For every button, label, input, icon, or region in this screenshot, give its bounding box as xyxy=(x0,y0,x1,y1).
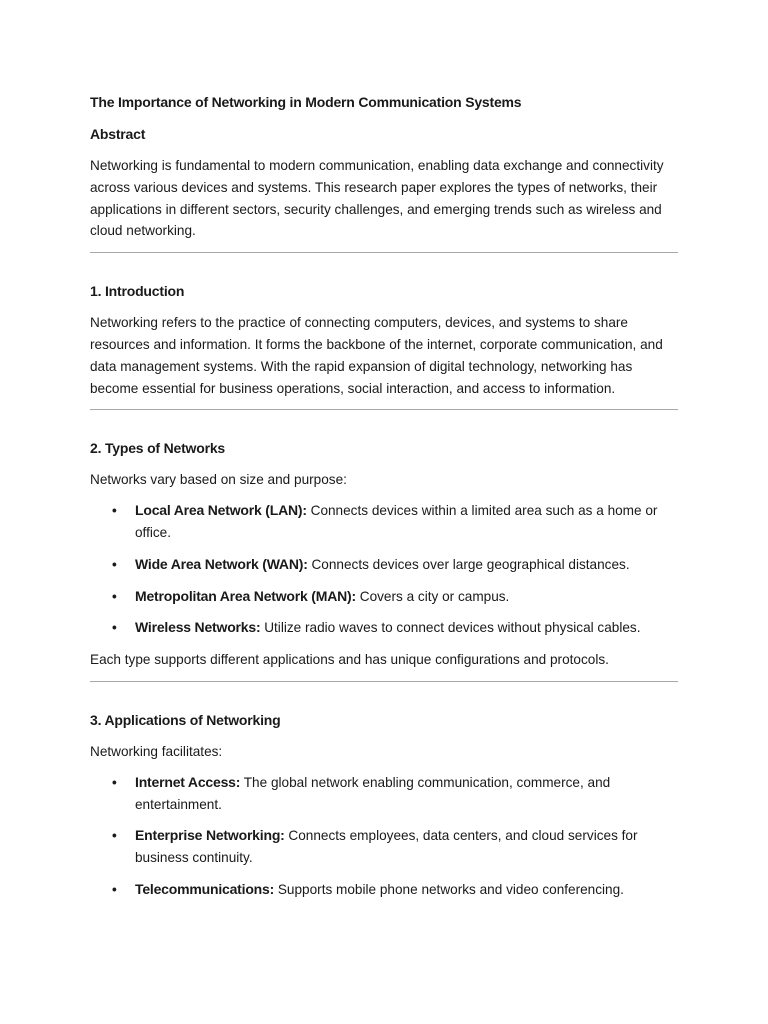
list-item xyxy=(90,617,678,639)
section-heading-introduction: 1. Introduction xyxy=(90,283,185,300)
types-intro: Networks vary based on size and purpose: xyxy=(90,472,347,488)
abstract-text: Networking is fundamental to modern communication, enabling data exchange and connectivity across various devices and systems. This research paper explores the types of networks, their applications in different sectors, security challenges, and emerging trends such as wireless and cloud networking. xyxy=(90,158,664,239)
list-item-term: Local Area Network (LAN): xyxy=(135,502,307,519)
bullet-icon: • xyxy=(112,881,117,897)
list-item xyxy=(90,772,678,816)
list-item xyxy=(90,586,678,608)
section-divider xyxy=(90,681,678,682)
bullet-icon: • xyxy=(112,620,117,636)
list-item-desc: Supports mobile phone networks and video conferencing. xyxy=(274,881,624,897)
list-item xyxy=(90,825,678,869)
section-divider xyxy=(90,252,678,253)
section-divider xyxy=(90,409,678,410)
types-outro: Each type supports different applications and has unique configurations and protocols. xyxy=(90,652,609,668)
list-item-desc: Connects devices within a limited area such as a home or office. xyxy=(135,503,658,540)
bullet-icon: • xyxy=(112,828,117,844)
list-item-term: Wide Area Network (WAN): xyxy=(135,555,308,572)
abstract-heading: Abstract xyxy=(90,126,146,142)
introduction-text: Networking refers to the practice of connecting computers, devices, and systems to share resources and information. It forms the backbone of the internet, corporate communication, and data management systems. With the rapid expansion of digital technology, networking has become essential for business operations, social interaction, and access to information. xyxy=(90,315,663,396)
list-item-term: Enterprise Networking: xyxy=(135,827,285,844)
applications-intro: Networking facilitates: xyxy=(90,743,223,759)
types-list xyxy=(90,500,678,639)
list-item xyxy=(90,500,678,544)
list-item-term: Internet Access: xyxy=(135,773,241,790)
list-item-desc: The global network enabling communication, commerce, and entertainment. xyxy=(135,774,611,812)
list-item xyxy=(90,554,678,576)
list-item-term: Telecommunications: xyxy=(135,880,275,897)
bullet-icon: • xyxy=(112,774,117,790)
bullet-icon: • xyxy=(112,556,117,572)
list-item-desc: Utilize radio waves to connect devices without physical cables. xyxy=(260,620,641,636)
applications-list xyxy=(90,772,678,901)
list-item-term: Metropolitan Area Network (MAN): xyxy=(135,587,356,604)
document-title: The Importance of Networking in Modern Communication Systems xyxy=(90,94,522,110)
list-item-desc: Connects employees, data centers, and cloud services for business continuity. xyxy=(135,828,638,866)
section-heading-types: 2. Types of Networks xyxy=(90,440,226,457)
list-item-desc: Covers a city or campus. xyxy=(355,588,510,604)
list-item xyxy=(90,879,678,901)
document-body xyxy=(90,92,678,911)
list-item-term: Wireless Networks: xyxy=(135,619,261,636)
list-item-desc: Connects devices over large geographical distances. xyxy=(307,556,630,572)
bullet-icon: • xyxy=(112,503,117,519)
section-heading-applications: 3. Applications of Networking xyxy=(90,711,281,728)
bullet-icon: • xyxy=(112,588,117,604)
